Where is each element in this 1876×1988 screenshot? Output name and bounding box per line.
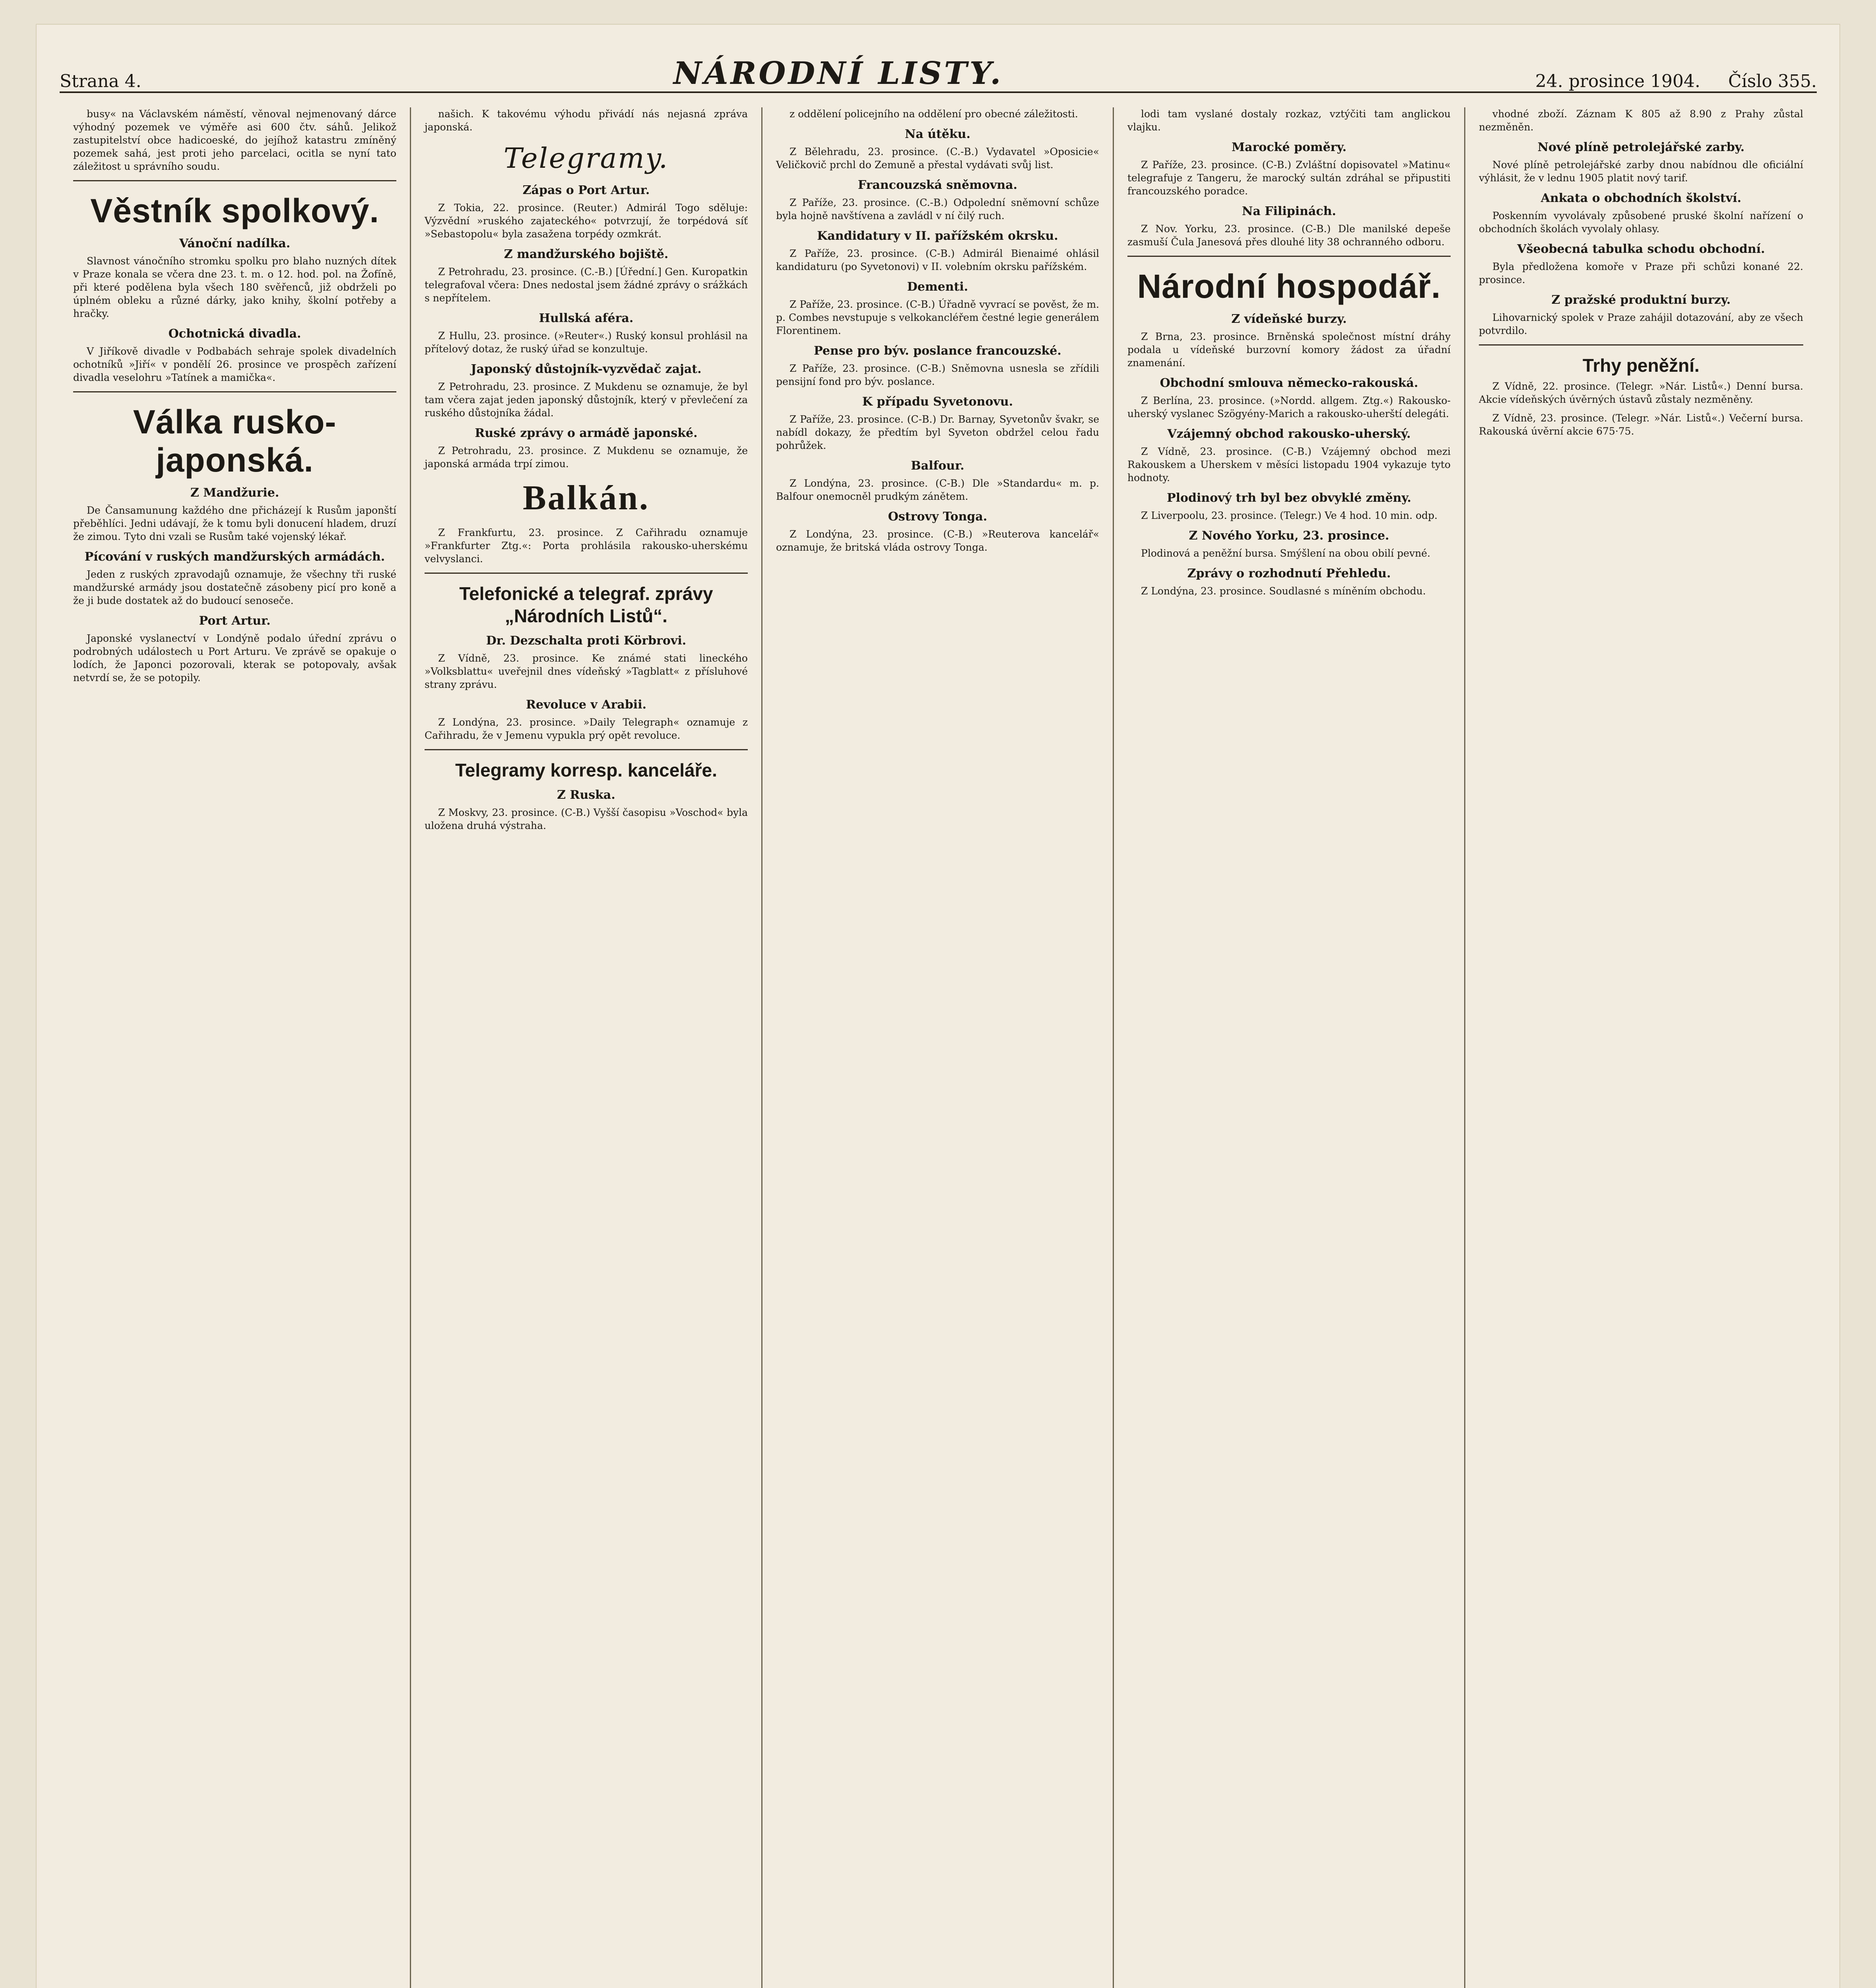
section-heading: Válka rusko-japonská. — [133, 403, 337, 479]
article-text: Plodinová a peněžní bursa. Smýšlení na obou obilí pevné. — [1141, 547, 1430, 559]
subheading: Port Artur. — [199, 614, 271, 628]
article-text: Z Liverpoolu, 23. prosince. (Telegr.) Ve 4 hod. 10 min. odp. — [1141, 510, 1438, 521]
subheading: K případu Syvetonovu. — [862, 395, 1013, 409]
article-text: Z Moskvy, 23. prosince. (C-B.) Vyšší časopisu »Voschod« byla uložena druhá výstraha. — [425, 807, 748, 831]
subheading: Japonský důstojník-vyzvědač zajat. — [471, 362, 702, 376]
article-text: Japonské vyslanectví v Londýně podalo úřední zprávu o podrobných událostech u Port Arturu. Ve zprávě se opakuje o lodích, že Japonci pozorovali, kterak se potopovaly, avšak netvrdí se, že se potopily. — [73, 633, 396, 683]
subheading: Z pražské produktní burzy. — [1551, 293, 1731, 307]
subheading: Marocké poměry. — [1231, 140, 1347, 154]
article-text: Z Petrohradu, 23. prosince. (C.-B.) [Úřední.] Gen. Kuropatkin telegrafoval včera: Dnes nedostal jsem žádné zprávy o srážkách s nepřítelem. — [425, 266, 748, 304]
subheading: Pícování v ruských mandžurských armádách. — [84, 550, 385, 564]
subheading: Z mandžurského bojiště. — [504, 247, 669, 261]
section-heading: Telefonické a telegraf. zprávy „Národních Listů“. — [459, 583, 713, 626]
article-text: Z Paříže, 23. prosince. (C-B.) Dr. Barnay, Syvetonův švakr, se nabídl dokazy, že předtím byl Syveton obdržel celou řadu pohrůžek. — [776, 414, 1099, 451]
subheading: Nové plíně petrolejářské zarby. — [1537, 140, 1745, 154]
subheading: Revoluce v Arabii. — [526, 698, 647, 712]
section-heading: Telegramy. — [503, 142, 669, 175]
column-4 — [1114, 107, 1465, 1988]
subheading: Kandidatury v II. pařížském okrsku. — [817, 229, 1058, 243]
article-text: Z Paříže, 23. prosince. (C-B.) Zvláštní dopisovatel »Matinu« telegrafuje z Tangeru, že marocký sultán zdráhal se připustiti francouzského poradce. — [1127, 159, 1451, 197]
subheading: Francouzská sněmovna. — [857, 178, 1018, 192]
subheading: Všeobecná tabulka schodu obchodní. — [1517, 242, 1765, 256]
subheading: Vánoční nadílka. — [179, 237, 291, 250]
article-text: Z Brna, 23. prosince. Brněnská společnost místní dráhy podala u vídeňské burzovní komory žádost za úřadní znamenání. — [1127, 331, 1451, 369]
article-text: Z Bělehradu, 23. prosince. (C.-B.) Vydavatel »Oposicie« Veličkovič prchl do Zemuně a přestal vydávati svůj list. — [776, 146, 1099, 171]
subheading: Z vídeňské burzy. — [1231, 312, 1347, 326]
article-text: Lihovarnický spolek v Praze zahájil dotazování, aby ze všech potvrdilo. — [1479, 312, 1803, 336]
masthead-right — [1535, 71, 1817, 91]
subheading: Z Mandžurie. — [190, 486, 279, 500]
article-text: Z Petrohradu, 23. prosince. Z Mukdenu se oznamuje, že japonská armáda trpí zimou. — [425, 445, 748, 470]
divider — [73, 180, 396, 181]
column-1 — [60, 107, 411, 1988]
subheading: Ankata o obchodních školství. — [1540, 191, 1742, 205]
subheading: Z Nového Yorku, 23. prosince. — [1189, 529, 1389, 543]
divider — [425, 573, 748, 574]
article-text: Z Vídně, 22. prosince. (Telegr. »Nár. Listů«.) Denní bursa. Akcie vídeňských úvěrných ústavů zůstaly nezměněny. — [1479, 381, 1803, 405]
subheading: Zápas o Port Artur. — [522, 183, 650, 197]
article-text: Z Vídně, 23. prosince. Ke známé stati lineckého »Volksblattu« uveřejnil dnes vídeňský »Tagblatt« z přísluhové strany zprávu. — [425, 652, 748, 690]
article-text: vhodné zboží. Záznam K 805 až 8.90 z Prahy zůstal nezměněn. — [1479, 108, 1803, 133]
subheading: Ruské zprávy o armádě japonské. — [475, 426, 698, 440]
article-text: Z Londýna, 23. prosince. »Daily Telegraph« oznamuje z Cařihradu, že v Jemenu vypukla prý opět revoluce. — [425, 716, 748, 741]
article-text: Jeden z ruských zpravodajů oznamuje, že všechny tři ruské mandžurské armády jsou dostatečně zásobeny picí pro koně a že ji bude dostatek až do budoucí senoseče. — [73, 569, 396, 606]
article-text: De Čansamunung každého dne přicházejí k Rusům japonští přeběhlíci. Jedni udávají, že k tomu byli donucení hladem, druzí že zimou. Tyto dni vzali se Rusům také vojenský lékař. — [73, 505, 396, 542]
article-text: Z Vídně, 23. prosince. (Telegr. »Nár. Listů«.) Večerní bursa. Rakouská úvěrní akcie 675·75. — [1479, 412, 1803, 437]
column-3 — [762, 107, 1114, 1988]
subheading: Vzájemný obchod rakousko-uherský. — [1167, 427, 1411, 441]
article-text: Nové plíně petrolejářské zarby dnou nabídnou dle oficiální výhlásit, že v lednu 1905 platit nový tarif. — [1479, 159, 1803, 184]
article-text: Z Nov. Yorku, 23. prosince. (C-B.) Dle manilské depeše zasmuší Čula Janesová přes dlouhé lity 38 ochranného odboru. — [1127, 223, 1451, 248]
article-text: Poskenním vyvolávaly způsobené pruské školní nařízení o obchodních školách vyvolaly ohlasy. — [1479, 210, 1803, 235]
page-number: Strana 4. — [60, 71, 142, 91]
article-text: Z Londýna, 23. prosince. (C-B.) Dle »Standardu« m. p. Balfour onemocněl prudkým zánětem. — [776, 478, 1099, 502]
article-text: Z Paříže, 23. prosince. (C-B.) Sněmovna usnesla se zřídili pensijní fond pro býv. poslance. — [776, 363, 1099, 387]
subheading: Z Ruska. — [557, 788, 615, 802]
subheading: Ochotnická divadla. — [168, 327, 301, 341]
section-heading: Balkán. — [522, 479, 650, 517]
article-text: Byla předložena komoře v Praze při schůzi konané 22. prosince. — [1479, 261, 1803, 285]
section-heading: Telegramy korresp. kanceláře. — [455, 760, 717, 780]
article-text: V Jiříkově divadle v Podbabách sehraje spolek divadelních ochotníků »Jiří« v pondělí 26. prosince ve prospěch zařízení divadla veselohru »Tatínek a mamička«. — [73, 346, 396, 383]
article-text: Z Hullu, 23. prosince. (»Reuter«.) Ruský konsul prohlásil na přítelový dotaz, že ruský úřad se konzultuje. — [425, 330, 748, 355]
subheading: Plodinový trh byl bez obvyklé změny. — [1167, 491, 1411, 505]
article-text: busy« na Václavském náměstí, věnoval nejmenovaný dárce výhodný pozemek ve výměře asi 600 čtv. sáhů. Jelikož zastupitelství obce hadicoeské, do jejíhož katastru zmíněný pozemek sahá, jest proti jeho parcelaci, ocitla se nyní tato záležitost u správního soudu. — [73, 108, 396, 172]
article-text: lodi tam vyslané dostaly rozkaz, vztýčiti tam anglickou vlajku. — [1127, 108, 1451, 133]
newspaper-title: NÁRODNÍ LISTY. — [673, 55, 1003, 91]
column-5 — [1465, 107, 1817, 1988]
divider — [73, 391, 396, 392]
subheading: Obchodní smlouva německo-rakouská. — [1160, 376, 1418, 390]
article-text: Z Londýna, 23. prosince. Soudlasné s míněním obchodu. — [1141, 585, 1426, 597]
article-text: Z Paříže, 23. prosince. (C.-B.) Odpolední sněmovní schůze byla hojně navštívena a zavládl v ní čilý ruch. — [776, 197, 1099, 221]
article-text: Z Londýna, 23. prosince. (C-B.) »Reuterova kancelář« oznamuje, že britská vláda ostrovy Tonga. — [776, 528, 1099, 553]
article-text: Z Vídně, 23. prosince. (C-B.) Vzájemný obchod mezi Rakouskem a Uherskem v měsíci listopadu 1904 vykazuje tyto hodnoty. — [1127, 446, 1451, 483]
article-text: Z Paříže, 23. prosince. (C-B.) Admirál Bienaimé ohlásil kandidaturu (po Syvetonovi) v II. volebním okrsku pařížském. — [776, 248, 1099, 272]
subheading: Zprávy o rozhodnutí Přehledu. — [1187, 567, 1391, 580]
article-text: Z Tokia, 22. prosince. (Reuter.) Admirál Togo sděluje: Výzvědní »ruského zajateckého« potvrzují, že torpédová síť »Sebastopolu« byla zasažena torpédy ozmkrát. — [425, 202, 748, 240]
divider — [1127, 256, 1451, 257]
divider — [1479, 344, 1803, 346]
article-text: Z Paříže, 23. prosince. (C-B.) Úřadně vyvrací se pověst, že m. p. Combes nevstupuje s velkokancléřem čestné legie generálem Florentinem. — [776, 299, 1099, 336]
issue-number: Číslo 355. — [1728, 71, 1817, 91]
subheading: Dr. Dezschalta proti Körbrovi. — [486, 634, 687, 648]
article-text: Z Berlína, 23. prosince. (»Nordd. allgem. Ztg.«) Rakousko-uherský vyslanec Szögyény-Marich a rakousko-uherští delegáti. — [1127, 395, 1451, 419]
masthead — [60, 40, 1817, 93]
subheading: Balfour. — [911, 459, 964, 473]
article-text: Z Frankfurtu, 23. prosince. Z Cařihradu oznamuje »Frankfurter Ztg.«: Porta prohlásila rakousko-uherskému velvyslanci. — [425, 527, 748, 565]
newspaper-page — [36, 24, 1840, 1988]
section-heading: Národní hospodář. — [1137, 268, 1441, 305]
article-text: z oddělení policejního na oddělení pro obecné záležitosti. — [790, 108, 1078, 120]
subheading: Ostrovy Tonga. — [888, 510, 987, 524]
issue-date: 24. prosince 1904. — [1535, 71, 1701, 91]
article-text: Slavnost vánočního stromku spolku pro blaho nuzných dítek v Praze konala se včera dne 23. t. m. o 12. hod. pol. na Žofíně, při které podělena byla všech 180 svěřenců, již obdrželi po úplném obleku a různé dárky, jako knihy, školní potřeby a hračky. — [73, 255, 396, 319]
column-2 — [411, 107, 762, 1988]
section-heading: Věstník spolkový. — [90, 192, 379, 229]
article-text: našich. K takovému výhodu přivádí nás nejasná zpráva japonská. — [425, 108, 748, 133]
divider — [425, 749, 748, 750]
section-heading: Trhy peněžní. — [1583, 355, 1699, 376]
article-text: Z Petrohradu, 23. prosince. Z Mukdenu se oznamuje, že byl tam včera zajat jeden japonský důstojník, který v převlečení za ruského důstojníka žádal. — [425, 381, 748, 419]
subheading: Na Filipinách. — [1242, 204, 1336, 218]
subheading: Hullská aféra. — [539, 311, 634, 325]
subheading: Na útěku. — [904, 127, 971, 141]
columns — [60, 107, 1817, 1988]
subheading: Dementi. — [907, 280, 968, 294]
subheading: Pense pro býv. poslance francouzské. — [814, 344, 1061, 358]
